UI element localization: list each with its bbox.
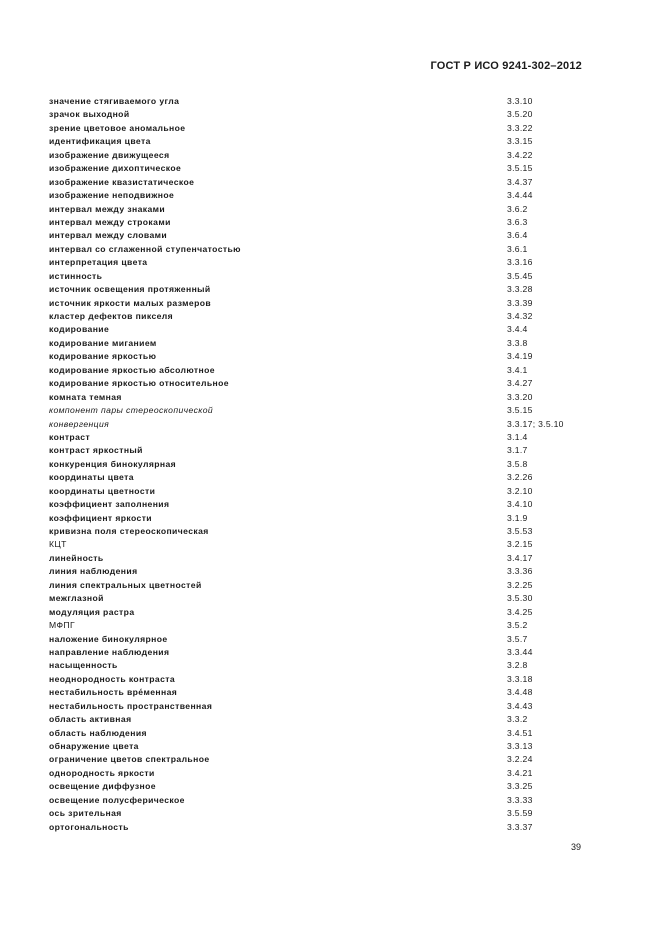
index-entry — [49, 619, 589, 632]
index-reference: 3.3.22 — [507, 122, 533, 133]
index-entry — [49, 606, 589, 619]
index-entry — [49, 485, 589, 498]
index-reference: 3.5.53 — [507, 526, 533, 536]
index-term: насыщенность — [49, 660, 118, 671]
index-term: кривизна поля стереоскопическая — [49, 526, 209, 536]
index-reference: 3.1.4 — [507, 431, 528, 442]
index-entry — [49, 135, 589, 148]
index-reference: 3.5.59 — [507, 808, 533, 819]
index-term: область активная — [49, 714, 132, 725]
index-entry — [49, 297, 589, 310]
index-reference: 3.2.15 — [507, 539, 533, 550]
index-entry — [49, 659, 589, 672]
index-entry — [49, 807, 589, 820]
index-entry — [49, 364, 589, 377]
index-entry — [49, 767, 589, 780]
index-reference: 3.3.28 — [507, 284, 533, 295]
index-entry — [49, 189, 589, 202]
index-term: изображение движущееся — [49, 149, 170, 160]
index-term: ось зрительная — [49, 808, 122, 819]
index-term: однородность яркости — [49, 767, 155, 778]
index-term: межглазной — [49, 593, 104, 604]
index-entry — [49, 579, 589, 592]
index-entry — [49, 727, 589, 740]
index-term: комната темная — [49, 391, 122, 402]
index-term: компонент пары стереоскопической — [49, 405, 214, 416]
page-number: 39 — [570, 842, 581, 852]
index-reference: 3.2.26 — [507, 472, 533, 483]
index-entry — [49, 444, 589, 457]
index-reference: 3.3.10 — [507, 96, 533, 106]
index-entry — [49, 700, 589, 713]
index-reference: 3.4.51 — [507, 727, 533, 738]
index-reference: 3.3.37 — [507, 821, 533, 832]
index-entry — [49, 794, 589, 807]
index-entry — [49, 418, 589, 431]
index-entry — [49, 552, 589, 565]
index-entry — [49, 310, 589, 323]
index-term: источник освещения протяженный — [49, 284, 211, 295]
index-term: интерпретация цвета — [49, 257, 148, 268]
index-reference: 3.5.8 — [507, 458, 528, 469]
index-entry — [49, 176, 589, 189]
index-reference: 3.6.2 — [507, 203, 528, 214]
index-reference: 3.5.45 — [507, 270, 533, 281]
index-reference: 3.3.39 — [507, 297, 533, 308]
index-term: конвергенция — [49, 418, 110, 429]
index-entry — [49, 323, 589, 336]
index-entry — [49, 243, 589, 256]
index-entry — [49, 646, 589, 659]
index-term: коэффициент яркости — [49, 512, 152, 523]
index-term: интервал между знаками — [49, 203, 166, 214]
index-reference: 3.3.25 — [507, 781, 533, 792]
index-entry — [49, 149, 589, 162]
index-reference: 3.5.20 — [507, 109, 533, 120]
index-term: кодирование яркостью абсолютное — [49, 364, 215, 375]
index-reference: 3.3.20 — [507, 391, 533, 402]
index-entry — [49, 377, 589, 390]
index-entry — [49, 673, 589, 686]
index-entry — [49, 108, 589, 121]
index-term: кодирование — [49, 324, 110, 335]
index-entry — [49, 216, 589, 229]
index-reference: 3.2.25 — [507, 579, 533, 590]
index-entry — [49, 203, 589, 216]
index-entry — [49, 95, 589, 108]
index-entry — [49, 350, 589, 363]
index-entry — [49, 229, 589, 242]
index-term: направление наблюдения — [49, 646, 170, 657]
index-reference: 3.4.27 — [507, 378, 533, 389]
index-term: зрачок выходной — [49, 109, 130, 120]
index-reference: 3.5.15 — [507, 163, 533, 174]
index-reference: 3.3.16 — [507, 257, 533, 268]
index-term: изображение дихоптическое — [49, 163, 182, 174]
index-term: линейность — [49, 552, 104, 563]
index-entry — [49, 337, 589, 350]
index-reference: 3.1.7 — [507, 445, 528, 456]
index-entry — [49, 753, 589, 766]
term-index — [49, 95, 589, 834]
index-term: истинность — [49, 270, 103, 281]
index-term: кодирование миганием — [49, 337, 157, 348]
index-term: освещение полусферическое — [49, 794, 185, 805]
index-entry — [49, 283, 589, 296]
index-entry — [49, 270, 589, 283]
index-entry — [49, 821, 589, 834]
index-term: интервал между словами — [49, 230, 168, 241]
index-reference: 3.6.3 — [507, 216, 528, 227]
index-term: кодирование яркостью относительное — [49, 378, 229, 389]
index-term: интервал со сглаженной ступенчатостью — [49, 243, 241, 254]
index-entry — [49, 122, 589, 135]
document-header: ГОСТ Р ИСО 9241-302–2012 — [430, 60, 582, 72]
index-reference: 3.2.10 — [507, 485, 533, 496]
index-reference: 3.4.21 — [507, 767, 533, 778]
index-term: кодирование яркостью — [49, 351, 157, 362]
index-term: идентификация цвета — [49, 136, 151, 147]
index-reference: 3.6.1 — [507, 243, 528, 254]
index-term: наложение бинокулярное — [49, 633, 168, 644]
index-entry — [49, 471, 589, 484]
index-term: ограничение цветов спектральное — [49, 754, 210, 765]
index-entry — [49, 458, 589, 471]
index-term: МФПГ — [49, 620, 76, 631]
index-term: источник яркости малых размеров — [49, 297, 212, 308]
index-reference: 3.4.4 — [507, 324, 528, 335]
index-reference: 3.3.13 — [507, 741, 533, 751]
index-reference: 3.4.43 — [507, 700, 533, 711]
index-term: изображение неподвижное — [49, 190, 175, 201]
index-entry — [49, 592, 589, 605]
index-entry — [49, 780, 589, 793]
index-reference: 3.3.18 — [507, 673, 533, 684]
index-term: значение стягиваемого угла — [49, 96, 180, 106]
index-reference: 3.3.2 — [507, 714, 528, 725]
index-reference: 3.4.22 — [507, 149, 533, 160]
index-term: освещение диффузное — [49, 781, 156, 792]
index-entry — [49, 565, 589, 578]
index-term: нестабильность пространственная — [49, 700, 213, 711]
index-term: линия спектральных цветностей — [49, 579, 202, 590]
index-reference: 3.5.15 — [507, 405, 533, 416]
index-reference: 3.3.15 — [507, 136, 533, 147]
index-reference: 3.4.19 — [507, 351, 533, 362]
index-entry — [49, 512, 589, 525]
index-reference: 3.4.48 — [507, 687, 533, 698]
index-reference: 3.2.8 — [507, 660, 528, 671]
index-term: конкуренция бинокулярная — [49, 458, 177, 469]
index-entry — [49, 404, 589, 417]
index-reference: 3.6.4 — [507, 230, 528, 241]
index-entry — [49, 162, 589, 175]
index-term: кластер дефектов пикселя — [49, 311, 174, 321]
index-reference: 3.3.17; 3.5.10 — [507, 418, 564, 429]
index-entry — [49, 431, 589, 444]
index-term: линия наблюдения — [49, 566, 138, 577]
index-reference: 3.4.10 — [507, 499, 533, 510]
index-term: обнаружение цвета — [49, 741, 139, 751]
index-term: интервал между строками — [49, 216, 171, 227]
index-term: область наблюдения — [49, 727, 147, 738]
index-entry — [49, 686, 589, 699]
index-reference: 3.3.33 — [507, 794, 533, 805]
index-reference: 3.4.25 — [507, 606, 533, 617]
index-entry — [49, 256, 589, 269]
index-reference: 3.4.37 — [507, 176, 533, 187]
index-reference: 3.2.24 — [507, 754, 533, 765]
index-term: контраст яркостный — [49, 445, 143, 456]
index-reference: 3.5.30 — [507, 593, 533, 604]
index-term: изображение квазистатическое — [49, 176, 195, 187]
index-reference: 3.5.2 — [507, 620, 528, 631]
index-term: координаты цвета — [49, 472, 134, 483]
index-term: модуляция растра — [49, 606, 135, 617]
index-entry — [49, 740, 589, 753]
index-reference: 3.5.7 — [507, 633, 528, 644]
index-term: координаты цветности — [49, 485, 156, 496]
index-reference: 3.1.9 — [507, 512, 528, 523]
index-reference: 3.4.17 — [507, 552, 533, 563]
index-reference: 3.3.8 — [507, 337, 528, 348]
index-entry — [49, 498, 589, 511]
index-entry — [49, 391, 589, 404]
index-term: нестабильность вре́менная — [49, 687, 178, 698]
index-term: контраст — [49, 431, 91, 442]
index-reference: 3.3.44 — [507, 646, 533, 657]
index-term: коэффициент заполнения — [49, 499, 170, 510]
index-reference: 3.3.36 — [507, 566, 533, 577]
index-entry — [49, 525, 589, 538]
index-term: ортогональность — [49, 821, 129, 832]
index-entry — [49, 713, 589, 726]
index-reference: 3.4.1 — [507, 364, 528, 375]
index-term: зрение цветовое аномальное — [49, 122, 186, 133]
index-entry — [49, 633, 589, 646]
index-reference: 3.4.32 — [507, 311, 533, 321]
index-entry — [49, 538, 589, 551]
index-term: неоднородность контраста — [49, 673, 176, 684]
index-term: КЦТ — [49, 539, 67, 550]
index-reference: 3.4.44 — [507, 190, 533, 201]
